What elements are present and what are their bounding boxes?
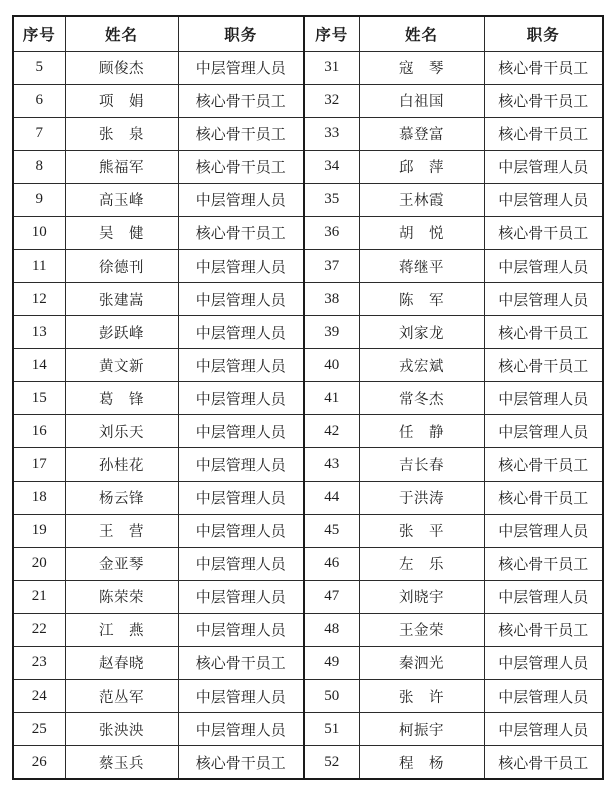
position-cell: 中层管理人员 <box>484 646 603 679</box>
position-cell: 中层管理人员 <box>178 448 304 481</box>
row-number-cell: 6 <box>13 84 65 117</box>
position-cell: 中层管理人员 <box>484 713 603 746</box>
name-cell: 邱 萍 <box>359 150 484 183</box>
header-row <box>13 16 603 51</box>
position-cell: 中层管理人员 <box>484 580 603 613</box>
name-cell: 左 乐 <box>359 547 484 580</box>
row-number-cell: 47 <box>304 580 359 613</box>
name-cell: 刘晓宇 <box>359 580 484 613</box>
name-cell: 程 杨 <box>359 746 484 779</box>
row-number-cell: 12 <box>13 283 65 316</box>
table-row <box>13 713 603 746</box>
row-number-cell: 41 <box>304 382 359 415</box>
name-cell: 刘乐天 <box>65 415 178 448</box>
name-cell: 蔡玉兵 <box>65 746 178 779</box>
position-cell: 中层管理人员 <box>178 580 304 613</box>
position-cell: 核心骨干员工 <box>484 51 603 84</box>
position-cell: 核心骨干员工 <box>178 84 304 117</box>
header-left-name: 姓名 <box>65 16 178 51</box>
header-left-index: 序号 <box>13 16 65 51</box>
row-number-cell: 13 <box>13 316 65 349</box>
position-cell: 核心骨干员工 <box>484 349 603 382</box>
name-cell: 张 平 <box>359 514 484 547</box>
name-cell: 白祖国 <box>359 84 484 117</box>
table-row <box>13 249 603 282</box>
row-number-cell: 49 <box>304 646 359 679</box>
row-number-cell: 22 <box>13 613 65 646</box>
row-number-cell: 48 <box>304 613 359 646</box>
name-cell: 杨云锋 <box>65 481 178 514</box>
name-cell: 蒋继平 <box>359 249 484 282</box>
table-row <box>13 547 603 580</box>
table-row <box>13 679 603 712</box>
name-cell: 彭跃峰 <box>65 316 178 349</box>
table-row <box>13 183 603 216</box>
row-number-cell: 33 <box>304 117 359 150</box>
position-cell: 核心骨干员工 <box>484 547 603 580</box>
name-cell: 王林霞 <box>359 183 484 216</box>
table-row <box>13 117 603 150</box>
name-cell: 王金荣 <box>359 613 484 646</box>
row-number-cell: 39 <box>304 316 359 349</box>
name-cell: 吉长春 <box>359 448 484 481</box>
name-cell: 熊福军 <box>65 150 178 183</box>
row-number-cell: 7 <box>13 117 65 150</box>
name-cell: 陈荣荣 <box>65 580 178 613</box>
table-row <box>13 580 603 613</box>
table-row <box>13 150 603 183</box>
name-cell: 江 燕 <box>65 613 178 646</box>
name-cell: 胡 悦 <box>359 216 484 249</box>
row-number-cell: 51 <box>304 713 359 746</box>
table-row <box>13 216 603 249</box>
table-row <box>13 613 603 646</box>
name-cell: 陈 军 <box>359 283 484 316</box>
row-number-cell: 16 <box>13 415 65 448</box>
name-cell: 赵春晓 <box>65 646 178 679</box>
position-cell: 中层管理人员 <box>178 713 304 746</box>
position-cell: 中层管理人员 <box>178 679 304 712</box>
position-cell: 中层管理人员 <box>178 349 304 382</box>
row-number-cell: 10 <box>13 216 65 249</box>
name-cell: 孙桂花 <box>65 448 178 481</box>
position-cell: 中层管理人员 <box>178 481 304 514</box>
row-number-cell: 43 <box>304 448 359 481</box>
position-cell: 中层管理人员 <box>178 249 304 282</box>
row-number-cell: 35 <box>304 183 359 216</box>
table-row <box>13 84 603 117</box>
header-left-position: 职务 <box>178 16 304 51</box>
position-cell: 中层管理人员 <box>484 415 603 448</box>
position-cell: 核心骨干员工 <box>178 216 304 249</box>
row-number-cell: 15 <box>13 382 65 415</box>
row-number-cell: 23 <box>13 646 65 679</box>
position-cell: 中层管理人员 <box>178 51 304 84</box>
row-number-cell: 24 <box>13 679 65 712</box>
table-body <box>13 51 603 779</box>
name-cell: 张 泉 <box>65 117 178 150</box>
position-cell: 中层管理人员 <box>178 183 304 216</box>
name-cell: 黄文新 <box>65 349 178 382</box>
name-cell: 王 营 <box>65 514 178 547</box>
name-cell: 张 许 <box>359 679 484 712</box>
position-cell: 核心骨干员工 <box>484 613 603 646</box>
name-cell: 寇 琴 <box>359 51 484 84</box>
row-number-cell: 34 <box>304 150 359 183</box>
row-number-cell: 20 <box>13 547 65 580</box>
row-number-cell: 46 <box>304 547 359 580</box>
name-cell: 徐德刊 <box>65 249 178 282</box>
position-cell: 中层管理人员 <box>484 183 603 216</box>
name-cell: 葛 锋 <box>65 382 178 415</box>
position-cell: 中层管理人员 <box>484 249 603 282</box>
row-number-cell: 26 <box>13 746 65 779</box>
table-row <box>13 51 603 84</box>
position-cell: 中层管理人员 <box>178 283 304 316</box>
personnel-roster-table <box>12 15 604 780</box>
table-row <box>13 481 603 514</box>
row-number-cell: 9 <box>13 183 65 216</box>
row-number-cell: 14 <box>13 349 65 382</box>
row-number-cell: 40 <box>304 349 359 382</box>
row-number-cell: 8 <box>13 150 65 183</box>
name-cell: 张泱泱 <box>65 713 178 746</box>
table-row <box>13 646 603 679</box>
position-cell: 中层管理人员 <box>178 316 304 349</box>
row-number-cell: 17 <box>13 448 65 481</box>
name-cell: 戎宏斌 <box>359 349 484 382</box>
row-number-cell: 44 <box>304 481 359 514</box>
position-cell: 中层管理人员 <box>178 415 304 448</box>
position-cell: 核心骨干员工 <box>484 481 603 514</box>
name-cell: 顾俊杰 <box>65 51 178 84</box>
table-row <box>13 283 603 316</box>
row-number-cell: 52 <box>304 746 359 779</box>
row-number-cell: 21 <box>13 580 65 613</box>
name-cell: 张建嵩 <box>65 283 178 316</box>
name-cell: 吴 健 <box>65 216 178 249</box>
name-cell: 慕登富 <box>359 117 484 150</box>
name-cell: 柯振宇 <box>359 713 484 746</box>
row-number-cell: 32 <box>304 84 359 117</box>
table-row <box>13 514 603 547</box>
row-number-cell: 36 <box>304 216 359 249</box>
position-cell: 核心骨干员工 <box>178 646 304 679</box>
row-number-cell: 45 <box>304 514 359 547</box>
row-number-cell: 18 <box>13 481 65 514</box>
header-right-position: 职务 <box>484 16 603 51</box>
position-cell: 核心骨干员工 <box>484 316 603 349</box>
position-cell: 核心骨干员工 <box>484 216 603 249</box>
position-cell: 核心骨干员工 <box>178 746 304 779</box>
row-number-cell: 19 <box>13 514 65 547</box>
table-row <box>13 316 603 349</box>
row-number-cell: 37 <box>304 249 359 282</box>
position-cell: 核心骨干员工 <box>484 448 603 481</box>
position-cell: 中层管理人员 <box>484 150 603 183</box>
row-number-cell: 11 <box>13 249 65 282</box>
position-cell: 中层管理人员 <box>484 382 603 415</box>
position-cell: 核心骨干员工 <box>178 150 304 183</box>
row-number-cell: 31 <box>304 51 359 84</box>
position-cell: 核心骨干员工 <box>484 746 603 779</box>
position-cell: 核心骨干员工 <box>484 117 603 150</box>
row-number-cell: 38 <box>304 283 359 316</box>
name-cell: 秦泗光 <box>359 646 484 679</box>
name-cell: 范丛军 <box>65 679 178 712</box>
position-cell: 中层管理人员 <box>178 547 304 580</box>
header-right-index: 序号 <box>304 16 359 51</box>
header-right-name: 姓名 <box>359 16 484 51</box>
name-cell: 高玉峰 <box>65 183 178 216</box>
name-cell: 项 娟 <box>65 84 178 117</box>
row-number-cell: 42 <box>304 415 359 448</box>
table-row <box>13 382 603 415</box>
row-number-cell: 25 <box>13 713 65 746</box>
position-cell: 核心骨干员工 <box>484 84 603 117</box>
table-row <box>13 448 603 481</box>
position-cell: 中层管理人员 <box>484 283 603 316</box>
name-cell: 于洪涛 <box>359 481 484 514</box>
position-cell: 中层管理人员 <box>178 382 304 415</box>
table-row <box>13 349 603 382</box>
position-cell: 中层管理人员 <box>178 613 304 646</box>
position-cell: 中层管理人员 <box>484 679 603 712</box>
position-cell: 中层管理人员 <box>484 514 603 547</box>
table-row <box>13 746 603 779</box>
name-cell: 刘家龙 <box>359 316 484 349</box>
position-cell: 核心骨干员工 <box>178 117 304 150</box>
name-cell: 常冬杰 <box>359 382 484 415</box>
row-number-cell: 5 <box>13 51 65 84</box>
table-row <box>13 415 603 448</box>
name-cell: 金亚琴 <box>65 547 178 580</box>
row-number-cell: 50 <box>304 679 359 712</box>
position-cell: 中层管理人员 <box>178 514 304 547</box>
name-cell: 任 静 <box>359 415 484 448</box>
